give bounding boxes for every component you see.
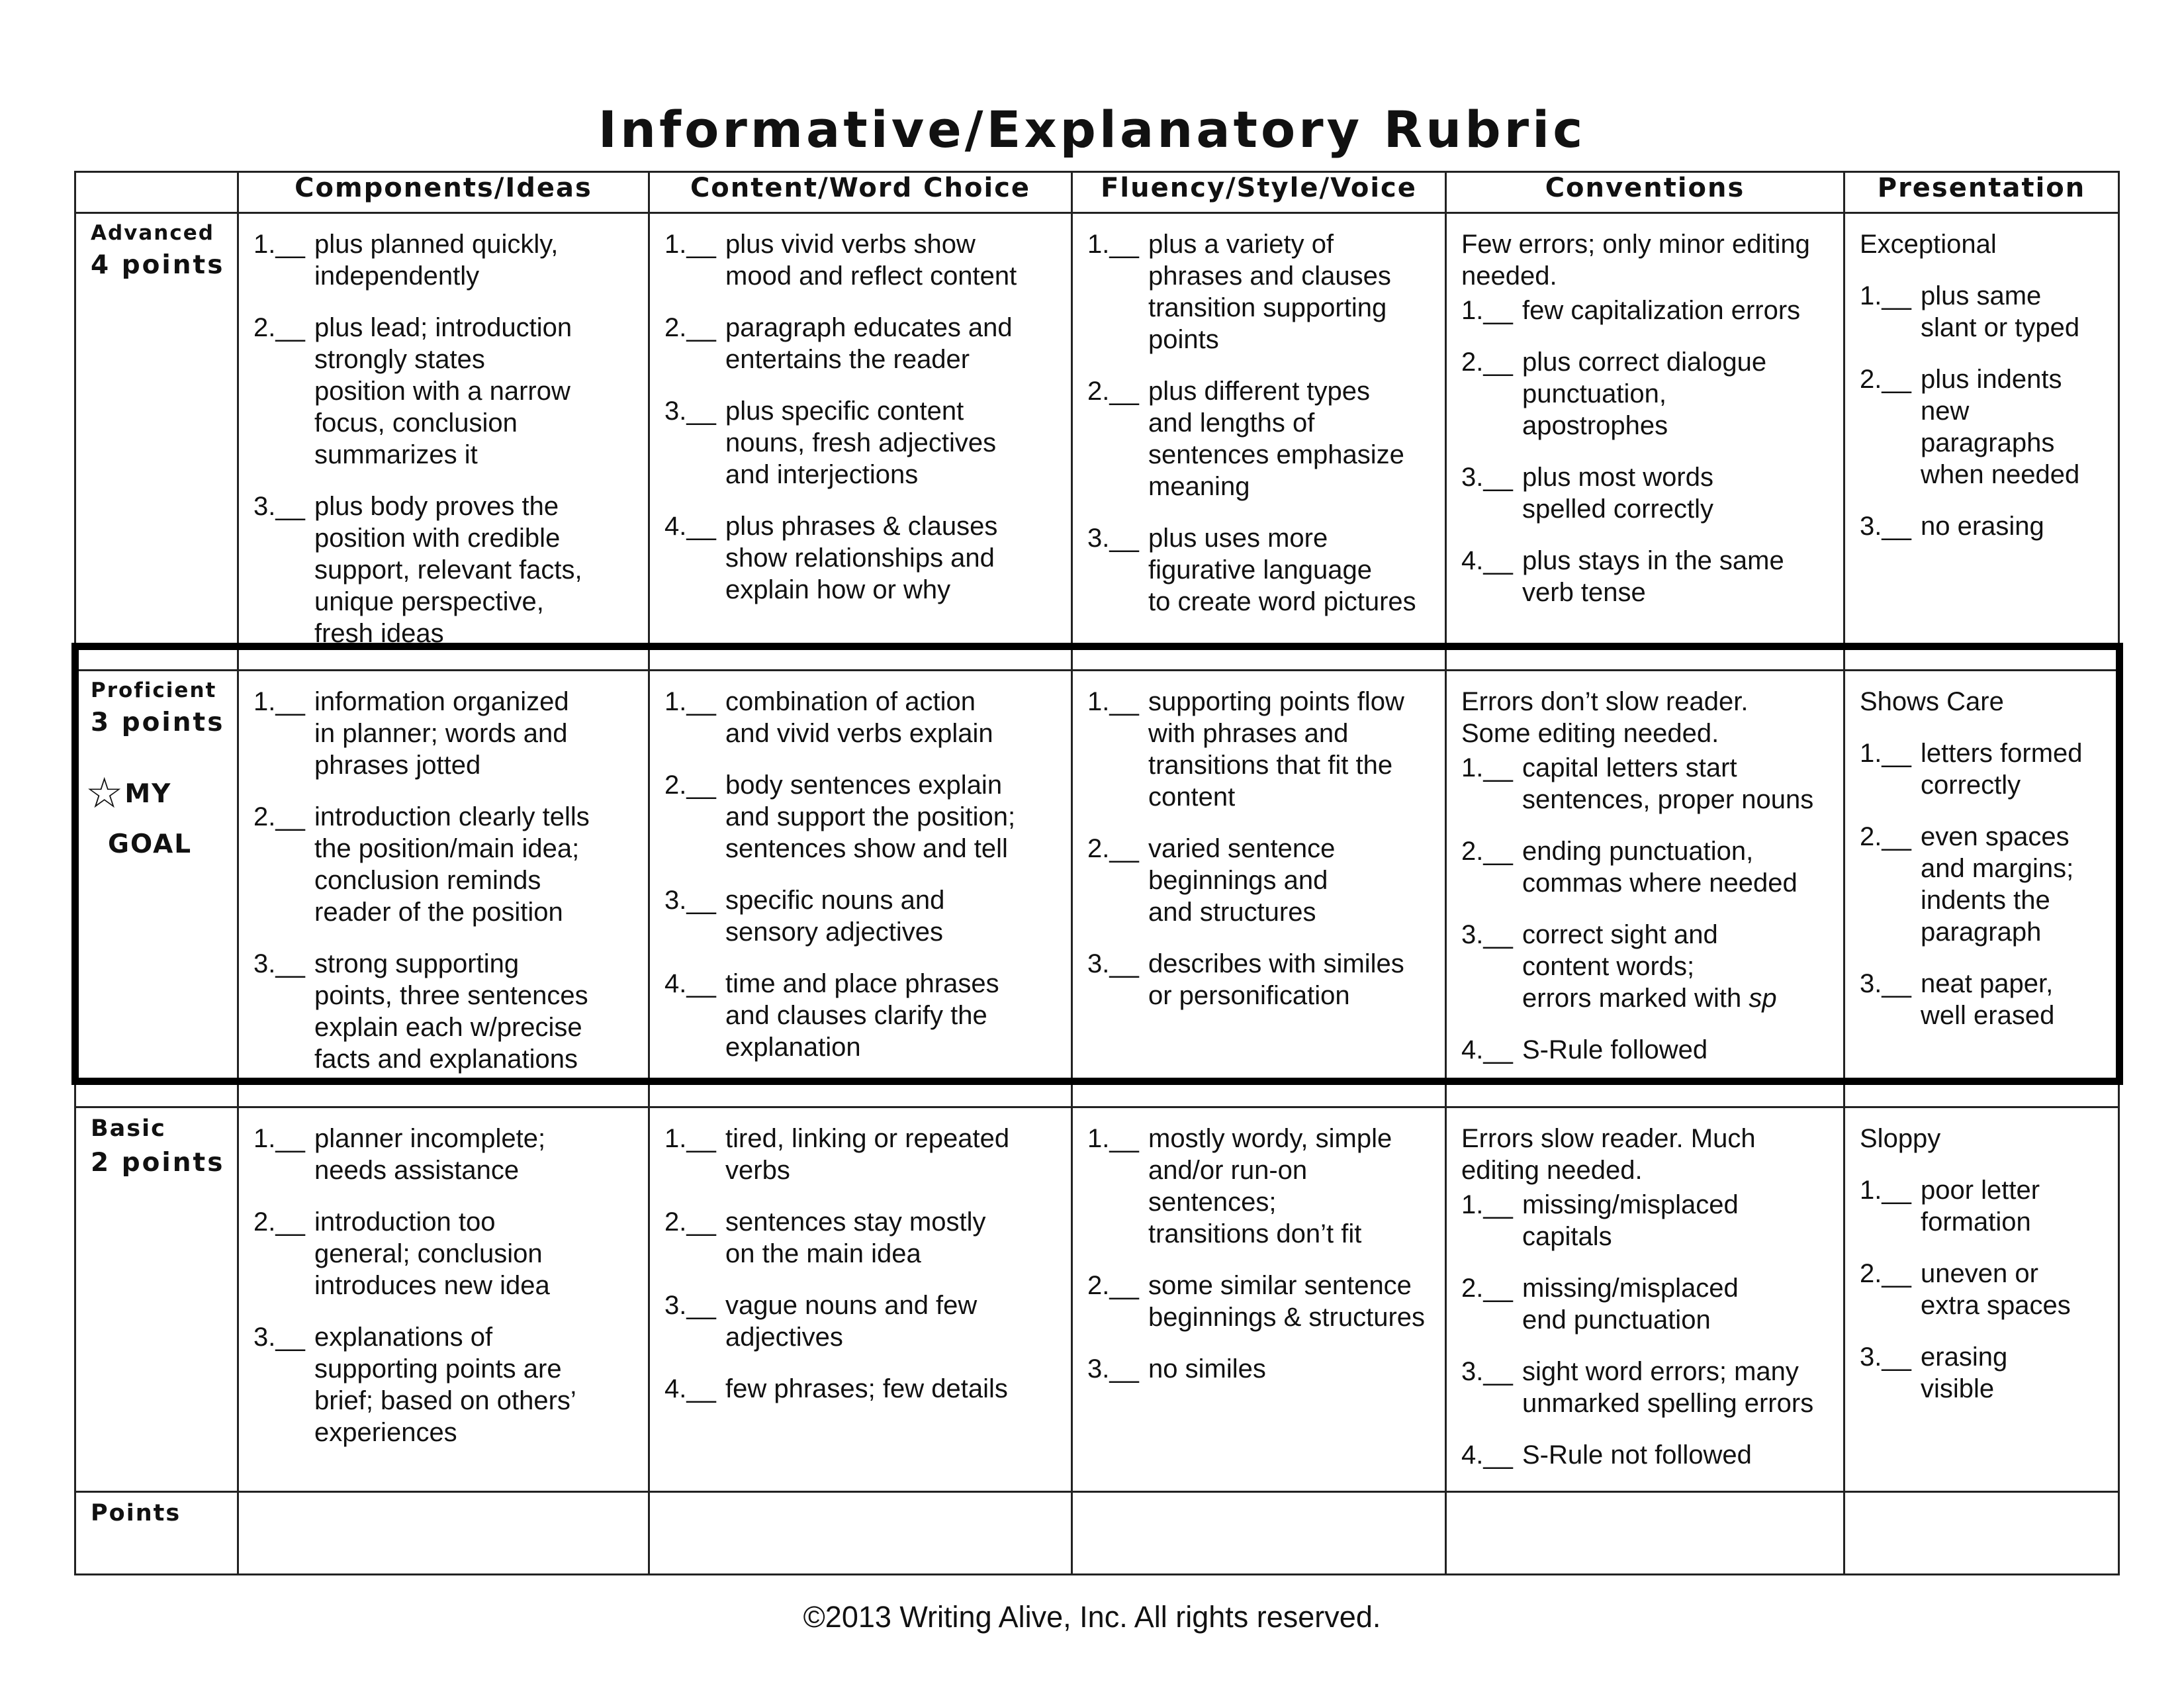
- criterion-text: tired, linking or repeated verbs: [725, 1124, 1010, 1185]
- criterion-checkbox-blank[interactable]: 2.__: [1461, 837, 1513, 866]
- criterion-checkbox-blank[interactable]: 4.__: [1461, 1440, 1513, 1470]
- criterion-checkbox-blank[interactable]: 3.__: [1461, 920, 1513, 949]
- criterion-item: [1461, 919, 1837, 1014]
- criterion-checkbox-blank[interactable]: 4.__: [664, 1374, 716, 1403]
- criterion-item: [1860, 737, 2111, 801]
- criterion-item: [253, 948, 641, 1075]
- criterion-text: information organized in planner; words and phrases jotted: [314, 687, 569, 780]
- level-summary: Errors don’t slow reader. Some editing needed.: [1461, 687, 1749, 748]
- cell-fluency: [1072, 1107, 1446, 1492]
- criterion-checkbox-blank[interactable]: 4.__: [664, 512, 716, 541]
- criterion-item: [1860, 821, 2111, 948]
- row-basic: [75, 1107, 2119, 1492]
- criterion-text: mostly wordy, simple and/or run-on sentences; transitions don’t fit: [1148, 1124, 1392, 1248]
- criterion-checkbox-blank[interactable]: 2.__: [253, 313, 305, 342]
- criterion-checkbox-blank[interactable]: 1.__: [1087, 230, 1139, 259]
- criterion-item: [1461, 835, 1837, 899]
- criterion-checkbox-blank[interactable]: 4.__: [1461, 1035, 1513, 1064]
- criterion-item: [664, 312, 1064, 375]
- criterion-text: time and place phrases and clauses clarify the explanation: [725, 969, 999, 1062]
- points-input-fluency[interactable]: [1072, 1492, 1446, 1575]
- criterion-checkbox-blank[interactable]: 2.__: [1087, 834, 1139, 863]
- criterion-text: explanations of supporting points are brief; based on others’ experiences: [314, 1323, 576, 1447]
- criterion-checkbox-blank[interactable]: 1.__: [253, 1124, 305, 1153]
- criterion-text: introduction clearly tells the position/main idea; conclusion reminds reader of the position: [314, 802, 590, 927]
- criterion-checkbox-blank[interactable]: 3.__: [664, 1291, 716, 1320]
- criterion-text: missing/misplaced end punctuation: [1522, 1274, 1739, 1335]
- criterion-item: [664, 1289, 1064, 1353]
- criterion-item: [1461, 1356, 1837, 1419]
- criterion-item: [664, 968, 1064, 1063]
- goal-text-line1: MY: [124, 779, 172, 810]
- criterion-item: [1087, 1123, 1438, 1250]
- criterion-text: plus body proves the position with credible support, relevant facts, unique perspective, fresh ideas: [314, 492, 582, 648]
- criterion-text: even spaces and margins; indents the paragraph: [1921, 822, 2074, 947]
- criterion-text: describes with similes or personification: [1148, 949, 1404, 1010]
- criterion-text: plus phrases & clauses show relationships and explain how or why: [725, 512, 998, 604]
- header-components-ideas: Components/Ideas: [238, 172, 649, 213]
- criterion-item: [1860, 1341, 2111, 1405]
- criterion-item: [1087, 228, 1438, 355]
- criterion-item: [1461, 1272, 1837, 1336]
- criterion-checkbox-blank[interactable]: 2.__: [1087, 1271, 1139, 1300]
- criterion-checkbox-blank[interactable]: 1.__: [1087, 687, 1139, 716]
- copyright-footer: ©2013 Writing Alive, Inc. All rights reserved.: [803, 1600, 1381, 1634]
- points-input-components[interactable]: [238, 1492, 649, 1575]
- criterion-item: [1860, 510, 2111, 542]
- star-icon: ☆: [85, 769, 125, 819]
- criterion-checkbox-blank[interactable]: 2.__: [664, 1207, 716, 1237]
- criterion-text: plus a variety of phrases and clauses transition supporting points: [1148, 230, 1391, 354]
- criterion-checkbox-blank[interactable]: 1.__: [253, 230, 305, 259]
- cell-content: [649, 1107, 1072, 1492]
- level-summary: Exceptional: [1860, 230, 1997, 259]
- criterion-text: plus indents new paragraphs when needed: [1921, 365, 2080, 489]
- level-points: 2 points: [91, 1147, 225, 1178]
- header-row: [75, 172, 2119, 213]
- criterion-item: [664, 769, 1064, 865]
- criterion-item: [1461, 1034, 1837, 1066]
- criterion-item: [1461, 1439, 1837, 1471]
- criterion-text: uneven or extra spaces: [1921, 1259, 2071, 1320]
- level-name: Proficient: [91, 679, 217, 702]
- criterion-checkbox-blank[interactable]: 2.__: [1860, 1259, 1911, 1288]
- criterion-text: letters formed correctly: [1921, 739, 2083, 800]
- criterion-item: [1087, 1270, 1438, 1333]
- criterion-text: strong supporting points, three sentences explain each w/precise facts and explanations: [314, 949, 588, 1074]
- criterion-item: [1461, 461, 1837, 525]
- criterion-checkbox-blank[interactable]: 3.__: [1087, 524, 1139, 553]
- criterion-item: [253, 1321, 641, 1448]
- criterion-text: few phrases; few details: [725, 1374, 1008, 1403]
- criterion-item: [664, 686, 1064, 749]
- criterion-text: combination of action and vivid verbs explain: [725, 687, 993, 748]
- criterion-text: sight word errors; many unmarked spelling errors: [1522, 1357, 1814, 1418]
- criterion-text: few capitalization errors: [1522, 296, 1801, 325]
- level-summary: Shows Care: [1860, 687, 2004, 716]
- row-label-advanced: [75, 213, 238, 671]
- cell-presentation: [1844, 671, 2119, 1107]
- points-input-conventions[interactable]: [1446, 1492, 1844, 1575]
- cell-presentation: [1844, 213, 2119, 671]
- points-input-presentation[interactable]: [1844, 1492, 2119, 1575]
- criterion-checkbox-blank[interactable]: 3.__: [1860, 969, 1911, 998]
- criterion-item: [664, 1206, 1064, 1270]
- criterion-text: plus most words spelled correctly: [1522, 463, 1714, 524]
- level-points: 3 points: [91, 707, 225, 737]
- criterion-item: [1461, 545, 1837, 608]
- criterion-item: [1860, 1174, 2111, 1238]
- criterion-item: [664, 510, 1064, 606]
- cell-conventions: [1446, 671, 1844, 1107]
- points-input-content[interactable]: [649, 1492, 1072, 1575]
- criterion-checkbox-blank[interactable]: 3.__: [253, 492, 305, 521]
- criterion-item: [664, 884, 1064, 948]
- criterion-checkbox-blank[interactable]: 2.__: [253, 802, 305, 831]
- criterion-checkbox-blank[interactable]: 2.__: [1461, 348, 1513, 377]
- criterion-item: [1860, 280, 2111, 344]
- criterion-item: [1087, 375, 1438, 502]
- row-points: [75, 1492, 2119, 1575]
- criterion-item: [1860, 1258, 2111, 1321]
- criterion-text: body sentences explain and support the position; sentences show and tell: [725, 771, 1016, 863]
- criterion-text: paragraph educates and entertains the reader: [725, 313, 1013, 374]
- criterion-item: [664, 395, 1064, 491]
- criterion-item: [664, 1373, 1064, 1405]
- criterion-item: [1860, 968, 2111, 1031]
- row-proficient: [75, 671, 2119, 1107]
- header-fluency-style-voice: Fluency/Style/Voice: [1072, 172, 1446, 213]
- points-label: Points: [91, 1500, 181, 1526]
- criterion-checkbox-blank[interactable]: 3.__: [664, 397, 716, 426]
- criterion-checkbox-blank[interactable]: 2.__: [1860, 365, 1911, 394]
- level-summary: Sloppy: [1860, 1124, 1941, 1153]
- criterion-checkbox-blank[interactable]: 1.__: [1461, 296, 1513, 325]
- criterion-checkbox-blank[interactable]: 3.__: [253, 1323, 305, 1352]
- criterion-checkbox-blank[interactable]: 2.__: [1461, 1274, 1513, 1303]
- criterion-text: poor letter formation: [1921, 1176, 2040, 1237]
- criterion-checkbox-blank[interactable]: 1.__: [664, 1124, 716, 1153]
- criterion-checkbox-blank[interactable]: 2.__: [1087, 377, 1139, 406]
- cell-components: [238, 1107, 649, 1492]
- criterion-item: [253, 228, 641, 292]
- cell-content: [649, 213, 1072, 671]
- criterion-text: missing/misplaced capitals: [1522, 1190, 1739, 1251]
- header-conventions: Conventions: [1446, 172, 1844, 213]
- criterion-checkbox-blank[interactable]: 1.__: [1461, 1190, 1513, 1219]
- criterion-text: no erasing: [1921, 512, 2044, 541]
- criterion-text: S-Rule followed: [1522, 1035, 1708, 1064]
- criterion-checkbox-blank[interactable]: 2.__: [664, 771, 716, 800]
- criterion-text: erasing visible: [1921, 1342, 2008, 1403]
- cell-fluency: [1072, 213, 1446, 671]
- criterion-text: plus different types and lengths of sentences emphasize meaning: [1148, 377, 1404, 501]
- criterion-checkbox-blank[interactable]: 1.__: [1087, 1124, 1139, 1153]
- criterion-item: [253, 1123, 641, 1186]
- criterion-checkbox-blank[interactable]: 1.__: [1860, 739, 1911, 768]
- row-advanced: [75, 213, 2119, 671]
- criterion-checkbox-blank[interactable]: 3.__: [664, 886, 716, 915]
- page-title: Informative/Explanatory Rubric: [598, 100, 1586, 159]
- criterion-checkbox-blank[interactable]: 1.__: [1461, 753, 1513, 782]
- criterion-checkbox-blank[interactable]: 3.__: [1860, 512, 1911, 541]
- criterion-text: no similes: [1148, 1354, 1266, 1383]
- criterion-text: plus specific content nouns, fresh adjectives and interjections: [725, 397, 997, 489]
- criterion-checkbox-blank[interactable]: 3.__: [1087, 949, 1139, 978]
- cell-fluency: [1072, 671, 1446, 1107]
- criterion-item: [1461, 752, 1837, 816]
- criterion-item: [253, 1206, 641, 1301]
- criterion-checkbox-blank[interactable]: 1.__: [253, 687, 305, 716]
- cell-components: [238, 671, 649, 1107]
- cell-presentation: [1844, 1107, 2119, 1492]
- criterion-text: plus planned quickly, independently: [314, 230, 559, 291]
- criterion-text: plus stays in the same verb tense: [1522, 546, 1784, 607]
- rubric-table: [74, 171, 2120, 1575]
- criterion-checkbox-blank[interactable]: 3.__: [1860, 1342, 1911, 1372]
- criterion-text: plus uses more figurative language to create word pictures: [1148, 524, 1416, 616]
- criterion-item: [664, 1123, 1064, 1186]
- criterion-checkbox-blank[interactable]: 1.__: [664, 230, 716, 259]
- criterion-item: [664, 228, 1064, 292]
- header-presentation: Presentation: [1844, 172, 2119, 213]
- criterion-checkbox-blank[interactable]: 2.__: [253, 1207, 305, 1237]
- criterion-text: plus vivid verbs show mood and reflect content: [725, 230, 1017, 291]
- criterion-item: [1087, 1353, 1438, 1385]
- cell-conventions: [1446, 1107, 1844, 1492]
- criterion-text: correct sight and content words; errors marked with sp: [1522, 920, 1777, 1013]
- criterion-item: [1461, 1189, 1837, 1252]
- cell-components: [238, 213, 649, 671]
- criterion-text: specific nouns and sensory adjectives: [725, 886, 945, 947]
- criterion-item: [1461, 346, 1837, 442]
- criterion-text: plus same slant or typed: [1921, 281, 2080, 342]
- criterion-item: [253, 312, 641, 471]
- criterion-checkbox-blank[interactable]: 2.__: [664, 313, 716, 342]
- criterion-text: some similar sentence beginnings & structures: [1148, 1271, 1426, 1332]
- criterion-text: supporting points flow with phrases and transitions that fit the content: [1148, 687, 1404, 812]
- cell-content: [649, 671, 1072, 1107]
- criterion-checkbox-blank[interactable]: 3.__: [253, 949, 305, 978]
- row-label-basic: [75, 1107, 238, 1492]
- my-goal-marker: [85, 762, 237, 865]
- criterion-checkbox-blank[interactable]: 1.__: [664, 687, 716, 716]
- criterion-item: [253, 686, 641, 781]
- criterion-text: vague nouns and few adjectives: [725, 1291, 978, 1352]
- criterion-text: sentences stay mostly on the main idea: [725, 1207, 986, 1268]
- criterion-text: ending punctuation, commas where needed: [1522, 837, 1797, 898]
- criterion-text: planner incomplete; needs assistance: [314, 1124, 546, 1185]
- criterion-checkbox-blank[interactable]: 3.__: [1461, 463, 1513, 492]
- level-summary: Errors slow reader. Much editing needed.: [1461, 1124, 1756, 1185]
- criterion-item: [253, 491, 641, 649]
- criterion-checkbox-blank[interactable]: 3.__: [1461, 1357, 1513, 1386]
- criterion-item: [1087, 948, 1438, 1011]
- criterion-checkbox-blank[interactable]: 2.__: [1860, 822, 1911, 851]
- criterion-text: varied sentence beginnings and and structures: [1148, 834, 1336, 927]
- criterion-item: [1087, 686, 1438, 813]
- level-points: 4 points: [91, 250, 225, 280]
- header-content-word-choice: Content/Word Choice: [649, 172, 1072, 213]
- level-summary: Few errors; only minor editing needed.: [1461, 230, 1810, 291]
- level-name: Advanced: [91, 221, 214, 245]
- row-label-points: [75, 1492, 238, 1575]
- goal-text-line2: GOAL: [108, 829, 193, 860]
- criterion-item: [1860, 363, 2111, 491]
- criterion-text: capital letters start sentences, proper nouns: [1522, 753, 1814, 814]
- criterion-text: S-Rule not followed: [1522, 1440, 1752, 1470]
- criterion-checkbox-blank[interactable]: 4.__: [1461, 546, 1513, 575]
- criterion-item: [1087, 522, 1438, 618]
- criterion-text: plus correct dialogue punctuation, apostrophes: [1522, 348, 1767, 440]
- criterion-checkbox-blank[interactable]: 1.__: [1860, 1176, 1911, 1205]
- level-name: Basic: [91, 1115, 166, 1142]
- criterion-checkbox-blank[interactable]: 4.__: [664, 969, 716, 998]
- header-blank: [75, 172, 238, 213]
- criterion-text: neat paper, well erased: [1921, 969, 2055, 1030]
- criterion-item: [1461, 295, 1837, 326]
- criterion-item: [253, 801, 641, 928]
- criterion-checkbox-blank[interactable]: 3.__: [1087, 1354, 1139, 1383]
- criterion-text: plus lead; introduction strongly states position with a narrow focus, conclusion summarizes it: [314, 313, 572, 469]
- criterion-checkbox-blank[interactable]: 1.__: [1860, 281, 1911, 310]
- cell-conventions: [1446, 213, 1844, 671]
- criterion-item: [1087, 833, 1438, 928]
- criterion-text: introduction too general; conclusion introduces new idea: [314, 1207, 550, 1300]
- row-label-proficient: [75, 671, 238, 1107]
